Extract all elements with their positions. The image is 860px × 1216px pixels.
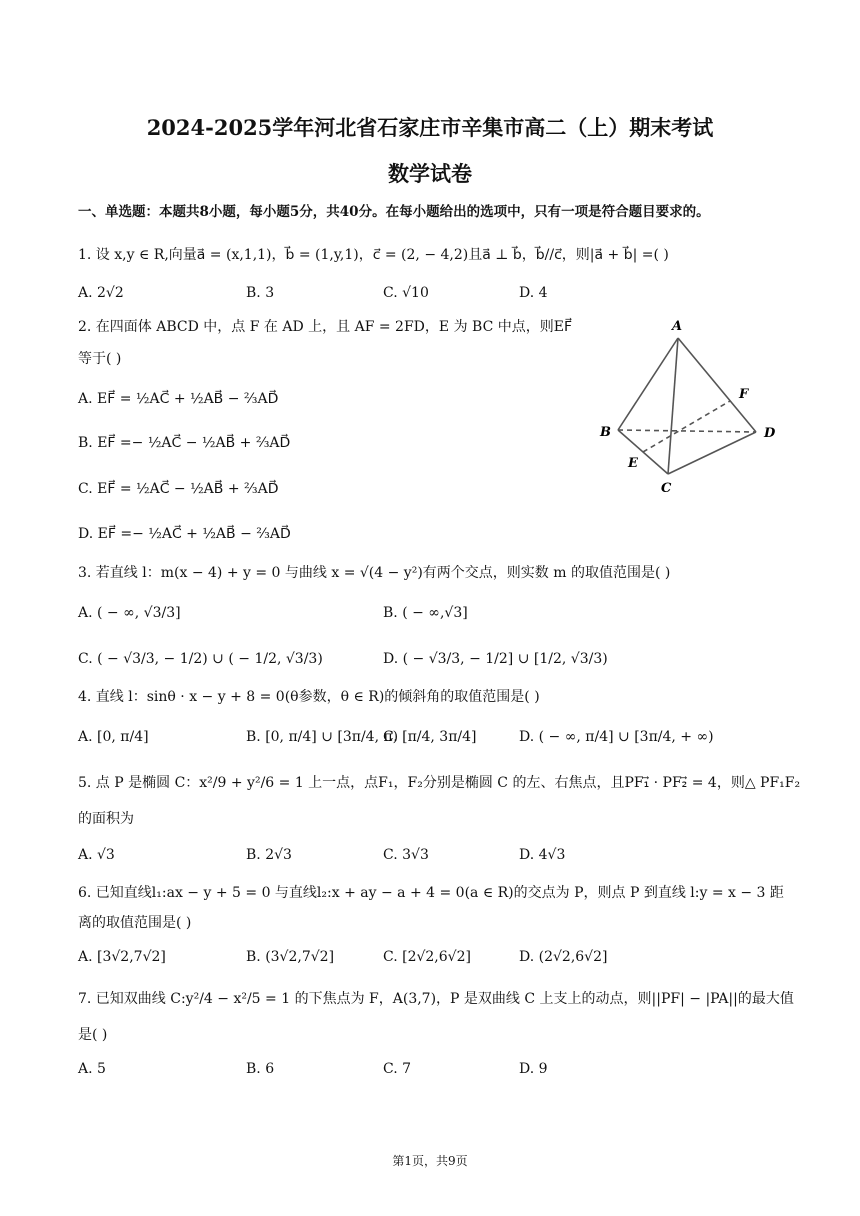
question-5-stem-cont: 的面积为 bbox=[78, 811, 134, 827]
q7-option-a: A. 5 bbox=[78, 1061, 106, 1077]
label-f: F bbox=[739, 387, 749, 402]
q5-option-a: A. √3 bbox=[78, 847, 115, 863]
q2-option-d: D. EF⃗ =− ½AC⃗ + ½AB⃗ − ⅔AD⃗ bbox=[78, 526, 291, 542]
page-footer: 第1页，共9页 bbox=[392, 1154, 468, 1168]
q6-option-d: D. (2√2,6√2] bbox=[519, 949, 608, 965]
q4-option-c: C. [π/4, 3π/4] bbox=[383, 729, 477, 745]
question-7-stem: 7. 已知双曲线 C:y²/4 − x²/5 = 1 的下焦点为 F，A(3,7)，P 是双曲线 C 上支上的动点，则||PF| − |PA||的最大值 bbox=[78, 991, 794, 1007]
q1-option-a: A. 2√2 bbox=[78, 285, 124, 301]
q2-option-c: C. EF⃗ = ½AC⃗ − ½AB⃗ + ⅔AD⃗ bbox=[78, 481, 279, 497]
q6-option-c: C. [2√2,6√2] bbox=[383, 949, 471, 965]
q5-option-c: C. 3√3 bbox=[383, 847, 429, 863]
question-3-stem: 3. 若直线 l：m(x − 4) + y = 0 与曲线 x = √(4 − y²)有两个交点，则实数 m 的取值范围是( ) bbox=[78, 565, 671, 581]
q3-option-c: C. ( − √3/3, − 1/2) ∪ ( − 1/2, √3/3) bbox=[78, 651, 323, 667]
question-7-stem-cont: 是( ) bbox=[78, 1027, 108, 1043]
question-6-stem: 6. 已知直线l₁:ax − y + 5 = 0 与直线l₂:x + ay − a + 4 = 0(a ∈ R)的交点为 P，则点 P 到直线 l:y = x − 3 距 bbox=[78, 885, 784, 901]
tetrahedron-figure bbox=[590, 312, 790, 502]
q7-option-c: C. 7 bbox=[383, 1061, 412, 1077]
exam-title: 2024-2025学年河北省石家庄市辛集市高二（上）期末考试 bbox=[146, 115, 714, 140]
q2-option-b: B. EF⃗ =− ½AC⃗ − ½AB⃗ + ⅔AD⃗ bbox=[78, 435, 291, 451]
question-6-stem-cont: 离的取值范围是( ) bbox=[78, 915, 192, 931]
q3-option-a: A. ( − ∞, √3/3] bbox=[78, 605, 181, 621]
q6-option-b: B. (3√2,7√2] bbox=[246, 949, 335, 965]
q5-option-b: B. 2√3 bbox=[246, 847, 292, 863]
q3-option-d: D. ( − √3/3, − 1/2] ∪ [1/2, √3/3) bbox=[383, 651, 608, 667]
label-d: D bbox=[764, 426, 776, 441]
exam-subtitle: 数学试卷 bbox=[388, 161, 472, 186]
q1-option-c: C. √10 bbox=[383, 285, 429, 301]
question-2-stem-cont: 等于( ) bbox=[78, 351, 122, 367]
q4-option-a: A. [0, π/4] bbox=[78, 729, 149, 745]
q4-option-d: D. ( − ∞, π/4] ∪ [3π/4, + ∞) bbox=[519, 729, 714, 745]
label-a: A bbox=[672, 319, 683, 334]
q7-option-b: B. 6 bbox=[246, 1061, 275, 1077]
question-2-stem: 2. 在四面体 ABCD 中，点 F 在 AD 上，且 AF = 2FD，E 为 BC 中点，则EF⃗ bbox=[78, 319, 573, 335]
question-5-stem: 5. 点 P 是椭圆 C：x²/9 + y²/6 = 1 上一点，点F₁，F₂分别是椭圆 C 的左、右焦点，且PF₁⃗ · PF₂⃗ = 4，则△ PF₁F₂ bbox=[78, 775, 801, 791]
q6-option-a: A. [3√2,7√2] bbox=[78, 949, 166, 965]
q1-option-b: B. 3 bbox=[246, 285, 275, 301]
label-b: B bbox=[600, 425, 611, 440]
q5-option-d: D. 4√3 bbox=[519, 847, 566, 863]
q2-option-a: A. EF⃗ = ½AC⃗ + ½AB⃗ − ⅔AD⃗ bbox=[78, 391, 279, 407]
q7-option-d: D. 9 bbox=[519, 1061, 548, 1077]
section-heading: 一、单选题：本题共8小题，每小题5分，共40分。在每小题给出的选项中，只有一项是符合题目要求的。 bbox=[78, 204, 710, 220]
label-c: C bbox=[661, 481, 672, 496]
label-e: E bbox=[628, 456, 638, 471]
q3-option-b: B. ( − ∞,√3] bbox=[383, 605, 468, 621]
question-1-stem: 1. 设 x,y ∈ R,向量a⃗ = (x,1,1)，b⃗ = (1,y,1)，c⃗ = (2, − 4,2)且a⃗ ⊥ b⃗，b⃗//c⃗，则|a⃗ + b⃗| =( ) bbox=[78, 247, 669, 263]
q4-option-b: B. [0, π/4] ∪ [3π/4, π) bbox=[246, 729, 399, 745]
q1-option-d: D. 4 bbox=[519, 285, 548, 301]
question-4-stem: 4. 直线 l：sinθ · x − y + 8 = 0(θ参数，θ ∈ R)的倾斜角的取值范围是( ) bbox=[78, 689, 540, 705]
